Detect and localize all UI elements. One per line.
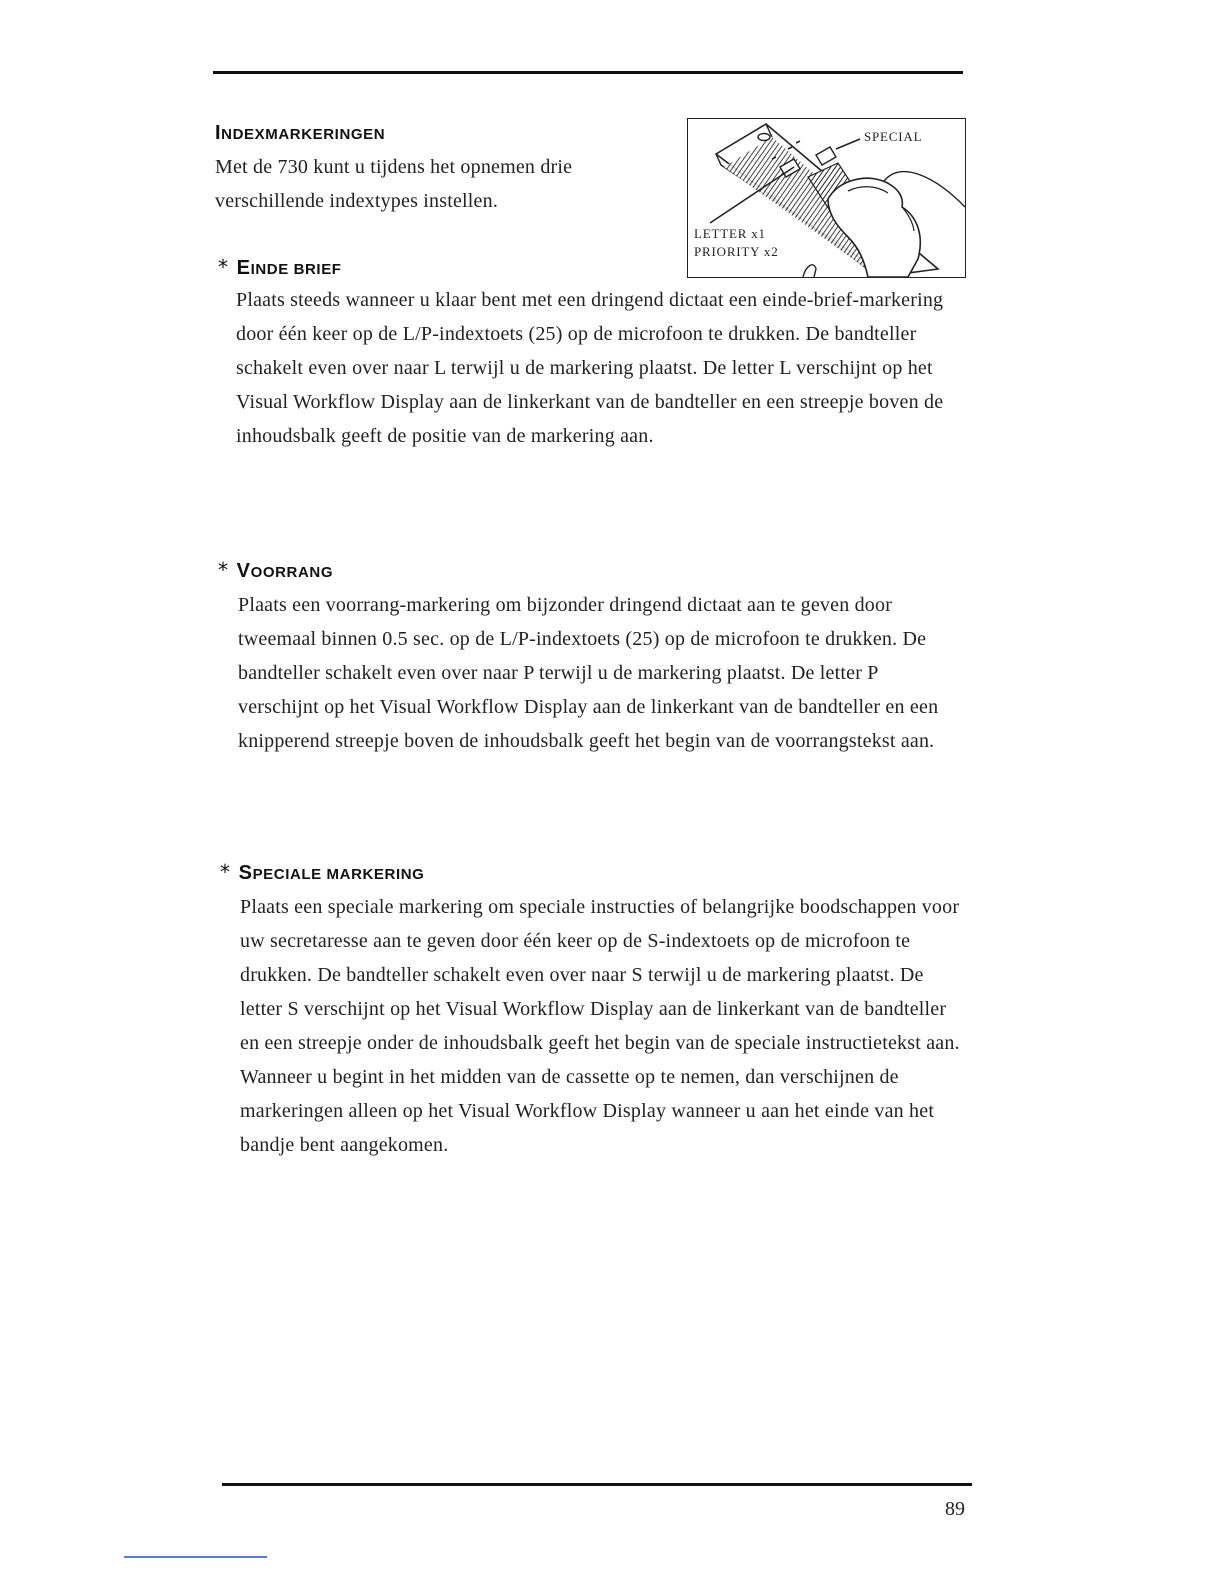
asterisk-icon: * [218,558,229,582]
heading-einde-brief: * EINDE BRIEF [218,255,342,279]
letter-label: LETTER x1 [694,226,769,242]
einde-brief-paragraph: Plaats steeds wanneer u klaar bent met een dringend dictaat een einde-brief-markering door één keer op de L/P-indextoets (25) op de microfoon te drukken. De bandteller schakelt even over naar L terwijl u de markering plaatst. De letter L verschijnt op het Visual Workflow Display aan de linkerkant van de bandteller en een streepje boven de inhoudsbalk geeft de positie van de markering aan. [236,289,944,447]
asterisk-icon: * [218,255,229,279]
margin-marker-line [124,1556,267,1558]
page-number: 89 [945,1498,965,1520]
priority-label: PRIORITY x2 [694,244,782,260]
intro-paragraph: Met de 730 kunt u tijdens het opnemen drie verschillende indextypes instellen. [215,156,573,212]
voorrang-paragraph: Plaats een voorrang-markering om bijzonder dringend dictaat aan te geven door tweemaal binnen 0.5 sec. op de L/P-indextoets (25) op de microfoon te drukken. De bandteller schakelt even over naar P terwijl u de markering plaatst. De letter P verschijnt op het Visual Workflow Display aan de linkerkant van de bandteller en een knipperend streepje boven de inhoudsbalk geeft het begin van de voorrangstekst aan. [238,594,939,752]
top-rule [213,71,963,74]
heading-indexmarkeringen: INDEXMARKERINGEN [215,122,386,144]
speciale-markering-paragraph: Plaats een speciale markering om speciale instructies of belangrijke boodschappen voor uw secretaresse aan te geven door één keer op de S-indextoets op de microfoon te drukken. De bandteller schakelt even over naar S terwijl u de markering plaatst. De letter S verschijnt op het Visual Workflow Display aan de linkerkant van de bandteller en een streepje onder de inhoudsbalk geeft het begin van de speciale instructietekst aan. Wanneer u begint in het midden van de cassette op te nemen, dan verschijnen de markeringen alleen op het Visual Workflow Display wanneer u aan het einde van het bandje bent aangekomen. [240,896,960,1156]
special-label: SPECIAL [864,129,923,144]
heading-speciale-markering: * SPECIALE MARKERING [220,860,425,884]
bottom-rule [222,1483,972,1486]
asterisk-icon: * [220,860,231,884]
heading-voorrang: * VOORRANG [218,558,334,582]
microphone-illustration [687,118,966,278]
